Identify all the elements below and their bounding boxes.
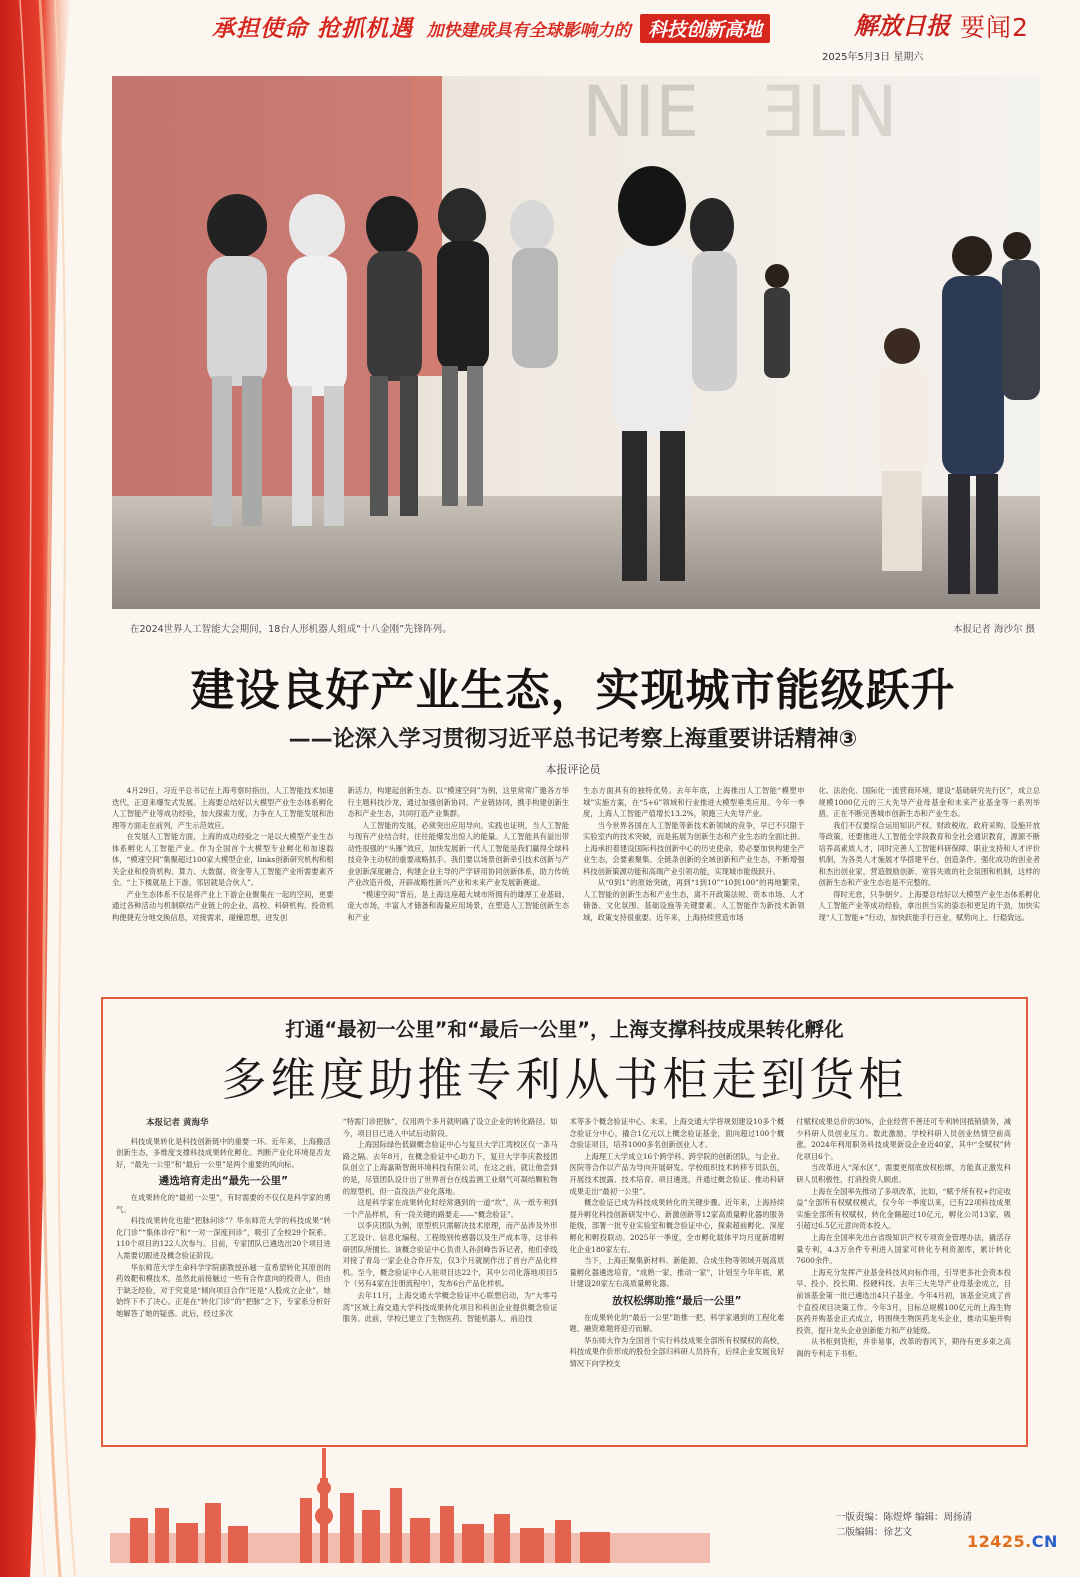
paragraph: 上海国际绿色低碳概念验证中心与复旦大学江湾校区仅一条马路之隔。去年8月，在概念验证中心助力下，复旦大学李庆教授团队创立了上海嘉斯智朗环境科技有限公司，在这之前，就让他尝到的是，尽管团队设计出了世界首台在线监测工业烟气可凝结颗粒物的原型机，但一直没法产业化落地。 <box>342 1140 558 1196</box>
article1-byline: 本报评论员 <box>545 763 601 776</box>
paragraph: 得时无怠，只争朝夕。上海要总结好以大模型产业生态体系孵化人工智能产业等成功经验，拿出担当实的姿态和更足的干劲，加快实现“人工智能+”行动，加快跃能手行百业，赋势向上、行稳致远。 <box>818 889 1040 922</box>
header-slogan <box>212 10 770 43</box>
paragraph: 上海在全国率先推动了多项改革，比如，“赋予所有权+约定收益”全部所有权赋权模式，仅今年一季度以来，已有22项科技成果实施全部所有权赋权，转化金额超过10亿元，孵化公司13家，吸引超过6.5亿元意向资本投入。 <box>796 1186 1011 1231</box>
paragraph: 从“0到1”的原始突破，再到“1到10”“10到100”的再地繁荣，人工智能的创新生态和产业生态，离不开政策法规、资本市场、人才储备、文化氛围、基础设施等关键要素。人工智能作为新技术新领域，政策支持很重要。近年来，上海持续营造市场 <box>583 878 805 922</box>
article2-title: 多维度助推专利从书柜走到货柜 <box>221 1053 908 1106</box>
article1-column <box>348 785 570 970</box>
slogan-part1: 承担使命 抢抓机遇 <box>212 16 414 42</box>
photo-caption: 在2024世界人工智能大会期间，18台人形机器人组成“十八金刚”先锋阵列。 <box>130 624 452 635</box>
paragraph: 从书柜到货柜，并非易事，改革的春风下，期待有更多束之高阁的专利走下书柜。 <box>796 1337 1011 1358</box>
paragraph: 当改革进入“深水区”，需要更彻底放权松绑，方能真正激发科研人员积极性，打消投资人顾虑。 <box>796 1163 1011 1184</box>
slogan-highlight: 科技创新高地 <box>640 14 770 43</box>
paragraph: 以李庆团队为例，原型机只需解决技术原理，而产品涉及外形工艺设计、信息化编程、工程级别传感器以及生产成本等，这非科研团队所擅长。该概念验证中心负责人孙剑峰告诉记者，他们牵线对接了青岛一家企业合作开发，仅3个月就制作出了首台产品化样机。至今，概念验证中心入驻项目达22个，其中公司化落地项目5个（另有4家在注册流程中），发布6台产品化样机。 <box>342 1221 558 1289</box>
paragraph: “特需门诊把脉”，仅用两个多月就明确了设立企业的转化路径。如今，项目目已进入中试后动阶段。 <box>342 1117 558 1138</box>
article2-byline: 本报记者 黄海华 <box>146 1118 209 1128</box>
paragraph: 新活力，构建起创新生态。以“模速空间”为例，这里常常广邀各方举行主题科技沙龙，通过加强创新协同、产业链协同，携手构建创新生态和产业生态，共同打造产业集群。 <box>347 786 569 818</box>
article2-column <box>116 1116 331 1438</box>
site-watermark <box>967 1532 1058 1551</box>
paragraph: 4月29日，习近平总书记在上海考察时指出，人工智能技术加速迭代，正迎来爆发式发展。上海要总结好以大模型产业生态体系孵化人工智能产业等成功经验，加大探索力度，力争在人工智能发展和治理等方面走在前列，产生示范效应。 <box>112 786 334 830</box>
paragraph: 在成果转化的“最后一公里”助推一把，科学家遇到的工程化难题、融资难题将迎刃而解。 <box>569 1312 785 1334</box>
paragraph: 术等多个概念验证中心。未来，上海交通大学将规划建设10多个概念验证分中心，撬合1亿元以上概念验证基金，面向超过100个概念验证项目，培养1000多名创新创业人才。 <box>569 1117 785 1150</box>
section-title: 要闻2 <box>960 13 1029 42</box>
paragraph: 我们不仅要综合运用知识产权、财政税收、政府采购、设施开放等政策，还要推进人工智能全学段教育和全社会通识教育，源源不断培养高素质人才，同时完善人工智能科研保障、职业支持和人才评价机制，为各类人才施展才华搭建平台，创造条件。强化成功的创业者和杰出创业家，营造鼓励创新、宽容失败的社会氛围和机制，这样的创新生态和产业生态也是不完整的。 <box>818 820 1040 887</box>
paragraph: 科技成果转化也能“把脉问诊”？华东师范大学的科技成果“转化门诊”“集体诊疗”和“一对一深度问诊”，吸引了全校29个院系、110个项目的122人次参与。目前，专家团队已遴选出20个项目进入需要切跟进及概念验证阶段。 <box>116 1216 331 1260</box>
article1-title: 建设良好产业生态，实现城市能级跃升 <box>190 665 956 716</box>
article2-subhead: 遴选培育走出“最先一公里” <box>158 1175 289 1188</box>
watermark-cn: CN <box>1031 1532 1058 1551</box>
photo-credit: 本报记者 海沙尔 摄 <box>953 624 1036 635</box>
article2-box <box>101 997 1028 1447</box>
editors-line: 一版责编：陈煜烨 编辑：周扬清 <box>836 1512 973 1523</box>
watermark-main: 12425. <box>967 1532 1032 1551</box>
article2-column <box>796 1116 1011 1438</box>
decorative-ribbon <box>0 0 105 1577</box>
article2-column <box>343 1116 558 1438</box>
paragraph: 华东师范大学生命科学学院副教授孙越一直希望转化其原创的药效靶和模技术，虽然此前接触过一些有合作意向的投资人，但由于缺乏经验，对于究竟是“倾向项目合作”还是“入股成立企业”，她始终下不了决心。正是在“转化门诊”的“把脉”之下，专家系分析好她解答了她的疑惑。此后，经过多次 <box>116 1262 331 1318</box>
paragraph: 概念验证已成为科技成果转化的关键步骤。近年来，上海持续提升孵化科技创新研发中心、新激创新等12家高质量孵化器的服务能级，部署一批专业实验室和概念验证中心，探索超前孵化、深度孵化和孵投联动。2025年一季度，全市孵化载体平均月度新增孵化企业180家左右。 <box>569 1198 785 1254</box>
paragraph: 科技成果转化是科技创新链中的重要一环。近年来，上海搬活创新生态，多维度支撑科技成果转化孵化。判断产业化环境是否友好，“最先一公里”和“最后一公里”是两个重要的风向标。 <box>116 1136 331 1169</box>
editors-line: 二版编辑：徐艺文 <box>836 1527 913 1538</box>
paragraph: 这是科学家在成果转化时经常遇到的一道“坎”，从一纸专利到一个产品样机，有一段关键的路要走——“概念验证”。 <box>342 1198 558 1219</box>
paragraph: 华东师大作为全国首个实行科技成果全部所有权赋权的高校，科技成果作价形成的股份全部归科研人员持有，后续企业发展良好情况下向学校支 <box>569 1335 785 1368</box>
article2-subhead: 放权松绑助推“最后一公里” <box>612 1294 742 1307</box>
article2-body <box>116 1116 1011 1438</box>
page-header <box>108 4 1072 46</box>
paragraph: 在成果转化的“最初一公里”，有时需要的不仅仅是科学家的勇气。 <box>116 1192 331 1214</box>
paragraph: 当下，上海正聚集新材料、新能源、合成生物等领域开展高质量孵化器遴选培育，“成熟一家、推动一家”，计划至今年年底，累计建设20家左右高质量孵化器。 <box>569 1256 785 1289</box>
skyline-graphic <box>110 1448 710 1563</box>
svg-text:NIE: NIE <box>582 76 700 153</box>
paragraph: 生态方面具有的独特优势。去年年底，上海推出人工智能“模塑申城”实施方案，在“5+6”领域和行业推进大模型垂类应用。今年一季度，上海人工智能产值增长13.2%，领跑三大先导产业。 <box>583 786 805 818</box>
svg-text:ƎLN: ƎLN <box>762 76 898 153</box>
paragraph: 在发展人工智能方面，上海的成功经验之一是以大模型产业生态体系孵化人工智能产业。作为全国首个大模型专业孵化和加速载体，“模速空间”集聚超过100家大模型企业，links创新研究机构和相关企业和投资机构、算力、大数据、资金等人工智能产业所需要素齐全。“上下楼就是上下游，邻居就是合伙人”。 <box>112 832 334 887</box>
paragraph: 产业生态体系不仅是将产业上下游企业聚集在一起的空间，更要通过各种活动与机制联结产业链上的企业、高校、科研机构、投资机构便捷充分地交换信息，对接需求，碰撞思想，迸发创 <box>112 889 334 922</box>
paragraph: 化、法治化、国际化一流营商环境，建设“基础研究先行区”，成立总规模1000亿元的三大先导产业母基金和未来产业基金等一系列举措，正在不断完善城市创新生态和产业生态。 <box>818 786 1040 818</box>
photo-illustration <box>112 76 1040 609</box>
paragraph: “模速空间”背后，是上海这座超大城市所拥有的雄厚工业基础、庞大市场，丰富人才储备和海量应用场景，在塑造人工智能创新生态和产业 <box>347 889 569 922</box>
editors-credit <box>836 1510 972 1540</box>
article2-kicker: 打通“最初一公里”和“最后一公里”，上海支撑科技成果转化孵化 <box>285 1018 844 1041</box>
article1-body <box>112 785 1040 970</box>
ribbon-graphic <box>0 0 105 1577</box>
paragraph: 上海理工大学成立16个跨学科、跨学院的创新团队，与企业、医院等合作以产品为导向开展研发。学校组织技术转移专员队伍，开展技术披露、技术培育、项目遴选，并通过概念验证、推动科研成果走出“最初一公里”。 <box>569 1151 785 1196</box>
newspaper-logo: 解放日报 <box>854 11 950 40</box>
paragraph: 人工智能的发展，必须突出应用导向。实践也证明，当人工智能与现有产业结合时，往往能爆发出惊人的能量。人工智能具有溢出带动性很强的“头雁”效应，加快发展新一代人工智能是我们赢得全球科技竞争主动权的重要战略抓手。我们要以场景创新牵引技术创新与产业创新深度融合，构建企业主导的产学研用协同创新体系，助力传统产业改造升级，开辟战略性新兴产业和未来产业发展新赛道。 <box>347 820 569 887</box>
paragraph: 上海在全国率先出台省级知识产权专项资金管理办法，撬活存量专利，4.3万余件专利进入国家可转化专利资源库，累计转化7600余件。 <box>796 1232 1011 1266</box>
article2-column <box>570 1116 785 1438</box>
paragraph: 当今世界各国在人工智能等新技术新领域的竞争，早已不只限于实验室内的技术突破，而是拓展为创新生态和产业生态的全面比拼。上海承担着建设国际科技创新中心的历史使命，势必要加快构建全产业生态，会要素聚集、全链条创新的全域创新和产业生态，不断增强科技创新策源功能和高端产业引领功能，实现城市能级跃升。 <box>583 820 805 876</box>
article1-column <box>112 785 334 970</box>
skyline-decoration <box>110 1448 710 1563</box>
paragraph: 上海充分发挥产业基金科技风向标作用，引导更多社会资本投早、投小、投长期、投硬科技。去年三大先导产业母基金成立，目前该基金第一批已遴选出4只子基金。今年4月初，该基金完成了首个直投项目决策工作。今年3月，目标总规模100亿元的上海生物医药并购基金正式成立，将围绕生物医药龙头企业，推动实施并购投资，提升龙头企业创新能力和产业能级。 <box>796 1267 1011 1335</box>
slogan-part2: 加快建成具有全球影响力的 <box>426 21 631 41</box>
paragraph: 付赋权成果总价的30%，企业经营不善还可专利转回抵销债务，减少科研人员创业压力。数此激励，学校科研人员创业热情空前高涨，2024年利用职务科技成果新设企业近40家，其中“全赋权”转化项目6个。 <box>796 1117 1011 1161</box>
issue-date: 2025年5月3日 星期六 <box>822 52 924 63</box>
article1-column <box>819 785 1041 970</box>
robots-photo <box>112 76 1040 609</box>
paragraph: 去年11月，上海交通大学概念验证中心联想启动，为“大零号湾”区域上海交通大学科技成果转化项目和科创企业提供概念验证服务。此前，学校已建立了生物医药、智能机器人、前沿技 <box>342 1290 558 1324</box>
article1-subtitle: ——论深入学习贯彻习近平总书记考察上海重要讲话精神③ <box>288 727 858 752</box>
article1-column <box>583 785 805 970</box>
